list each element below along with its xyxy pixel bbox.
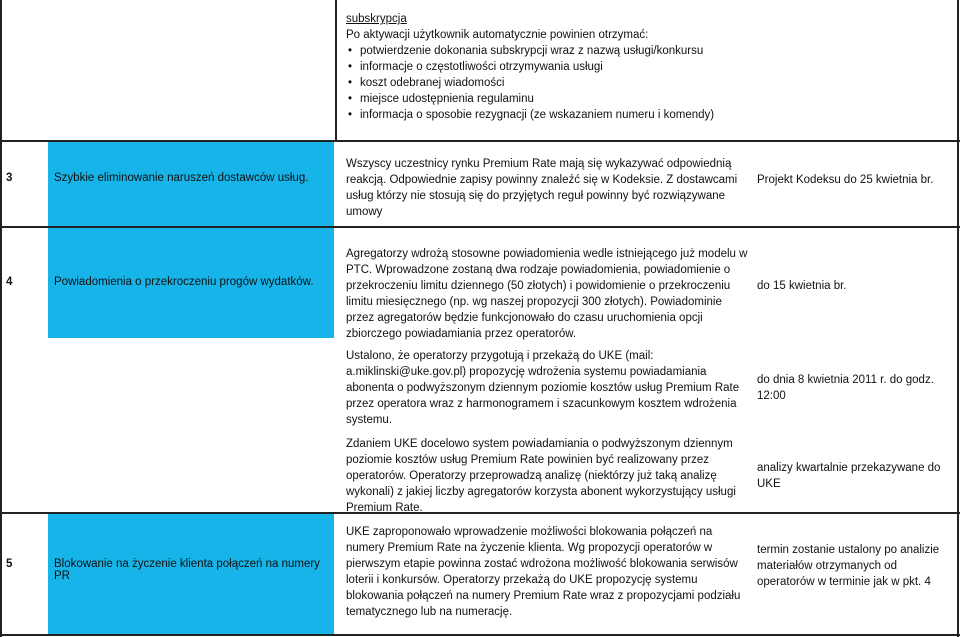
top-divider [335,0,337,141]
list-item: • koszt odebranej wiadomości [346,75,946,91]
row-term: Projekt Kodeksu do 25 kwietnia br. [757,174,934,186]
subscription-heading: subskrypcja [346,13,407,25]
list-item: • informacje o częstotliwości otrzymywania usługi [346,59,946,75]
subscription-intro: Po aktywacji użytkownik automatycznie powinien otrzymać: [346,29,649,41]
right-border [957,0,959,637]
row-title: Szybkie eliminowanie naruszeń dostawców usług. [54,172,309,184]
list-item: • miejsce udostępnienia regulaminu [346,91,946,107]
row-description: Ustalono, że operatorzy przygotują i przekażą do UKE (mail: a.miklinski@uke.gov.pl) propozycję wdrożenia systemu powiadamiania abonenta o podwyższonym dziennym poziomie kosztów usług Premium Rate przez operatora wraz z harmonogramem i szacunkowym kosztem wdrożenia systemu. [346,350,740,426]
subscription-section [346,11,946,123]
row-term: do dnia 8 kwietnia 2011 r. do godz. 12:00 [757,374,934,402]
list-item: • informacja o sposobie rezygnacji (ze wskazaniem numeru i komendy) [346,107,946,123]
row-title: Powiadomienia o przekroczeniu progów wydatków. [54,276,314,288]
row-divider [0,634,960,636]
row-term: analizy kwartalnie przekazywane do UKE [757,462,941,490]
row-description: Zdaniem UKE docelowo system powiadamiania o podwyższonym dziennym poziomie kosztów usług Premium Rate powinien być realizowany przez operatorów. Operatorzy przeprowadzą analizę (niektórzy już taką analizę wykonali) z jakiej liczby agregatorów korzysta abonent wykorzystujący usługi Premium Rate. [346,438,736,514]
row-description: Wszyscy uczestnicy rynku Premium Rate mają się wykazywać odpowiednią reakcją. Odpowiednie zapisy powinny znaleźć się w Kodeksie. Z dostawcami usług którzy nie stosują się do przyjętych reguł powinny być rozwiązywane umowy [346,158,738,218]
subscription-list [346,43,946,123]
row-description: Agregatorzy wdrożą stosowne powiadomienia wedle istniejącego już modelu w PTC. Wprowadzone zostaną dwa rodzaje powiadomienia, powiadomienie o przekroczeniu limitu dziennego (50 złotych) i powidomienie o przekroczeniu limitu miesięcznego (np. wg naszej propozycji 300 złotych). Powiadominie przez agregatorów będzie funkcjonowało do czasu uruchomienia opcji zbiorczego powiadamiania przez operatorów. [346,248,748,340]
row-title: Blokowanie na życzenie klienta połączeń na numery PR [54,558,320,582]
row-number: 4 [6,276,13,288]
row-description: UKE zaproponowało wprowadzenie możliwości blokowania połączeń na numery Premium Rate na życzenie klienta. Wg propozycji operatorów w pierwszym etapie powinna zostać wdrożona możliwość blokowania serwisów loterii i konkursów. Operatorzy przekażą do UKE propozycję systemu blokowania połączeń na numery Premium Rate wraz z propozycjami podziału tematycznego lub na numerację. [346,526,741,618]
row-3-highlight [48,142,334,226]
left-border [0,0,2,637]
row-term: termin zostanie ustalony po analizie materiałów otrzymanych od operatorów w terminie jak w pkt. 4 [757,544,940,588]
list-item: • potwierdzenie dokonania subskrypcji wraz z nazwą usługi/konkursu [346,43,946,59]
row-number: 3 [6,172,13,184]
row-term: do 15 kwietnia br. [757,280,847,292]
row-number: 5 [6,558,13,570]
